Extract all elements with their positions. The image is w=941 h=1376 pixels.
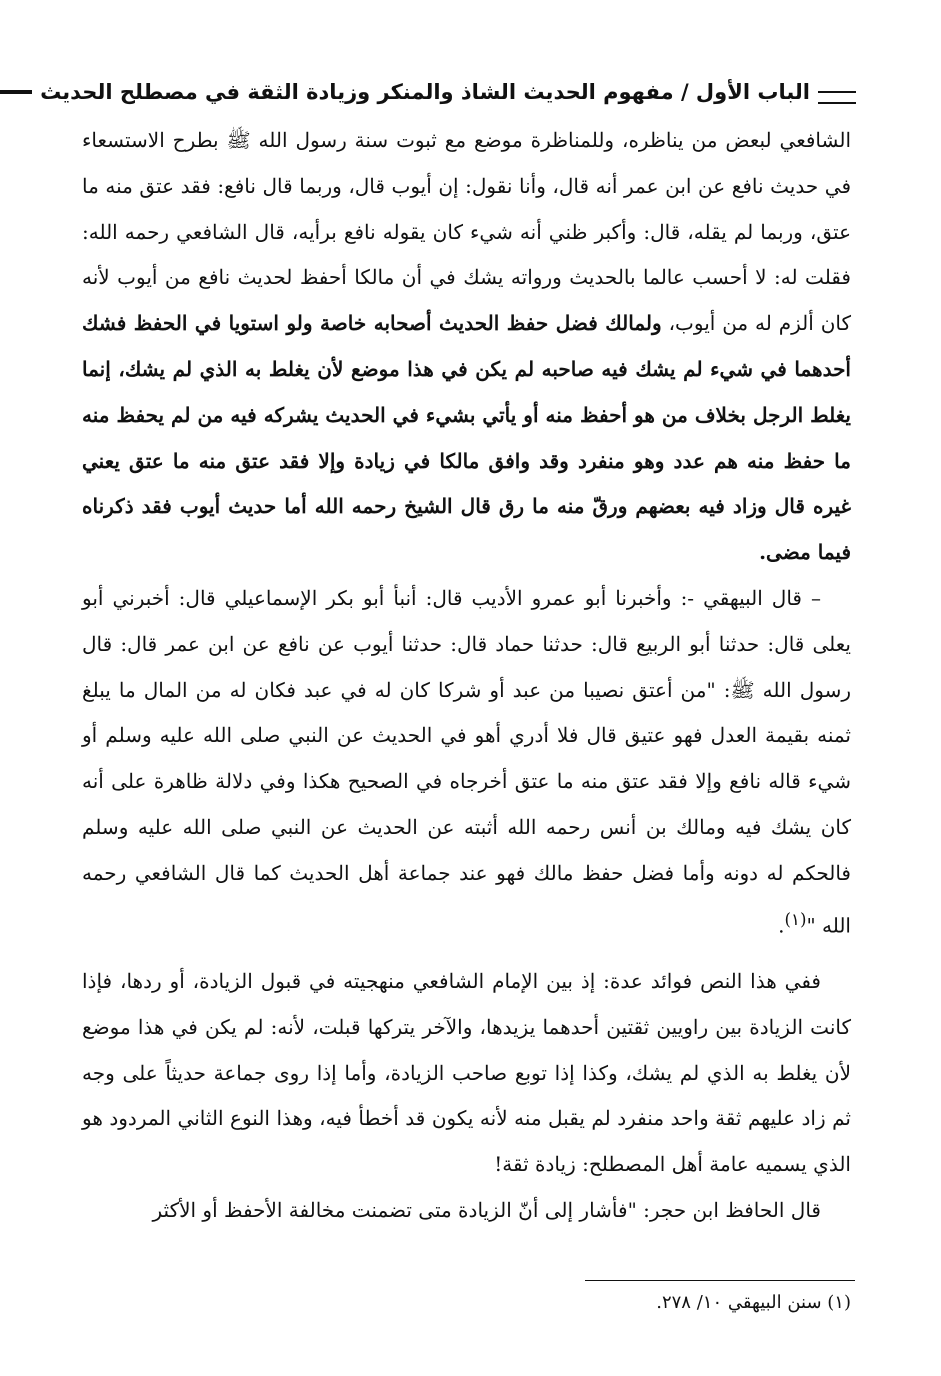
footnote: (١) سنن البيهقي ١٠/ ٢٧٨. [656,1292,851,1313]
header-ornament [0,81,32,103]
paragraph-3: ففي هذا النص فوائد عدة: إذ بين الإمام الشافعي منهجيته في قبول الزيادة، أو ردها، فإذا كانت الزيادة بين راويين ثقتين أحدهما يزيدها، والآخر يتركها قبلت، لأنه: لم يكن في هذا موضع لأن يغلط به الذي لم يشك، وكذا إذا توبع صاحب الزيادة، وأما إذا روى جماعة حديثاً على وجه ثم زاد عليهم ثقة واحد منفرد لم يقبل منه لأنه يكون قد أخطأ فيه، وهذا النوع الثاني المردود هو الذي يسميه عامة أهل المصطلح: زيادة ثقة! [82,969,851,1177]
paragraph-4: قال الحافظ ابن حجر: "فأشار إلى أنّ الزيادة متى تضمنت مخالفة الأحفظ أو الأكثر [152,1197,821,1222]
paragraph-1-bold-text: ولمالك فضل حفظ الحديث أصحابه خاصة ولو استويا في الحفظ فشك أحدهما في شيء لم يشك فيه صاحبه لم يكن في هذا موضع لأن يغلط به الذي لم يشك، إنما يغلط الرجل بخلاف من هو أحفظ منه أو يأتي بشيء في الحديث يشركه فيه من لم يحفظ منه ما حفظ منه هم عدد وهو منفرد وقد وافق مالكا في زيادة وإلا فقد عتق منه ما عتق يعني غيره قال وزاد فيه بعضهم ورقّ منه ما رق قال الشيخ رحمه الله أما حديث أيوب فقد ذكرناه فيما مضى. [82,311,851,565]
footnote-separator [585,1280,855,1281]
paragraph-2-text: – قال البيهقي -: وأخبرنا أبو عمرو الأديب قال: أنبأ أبو بكر الإسماعيلي قال: أخبرني أبو يعلى قال: حدثنا أبو الربيع قال: حدثنا حماد قال: حدثنا أيوب عن نافع عن ابن عمر قال: قال رسول الله ﷺ: "من أعتق نصيبا من عبد أو شركا كان له في عبد فكان له من المال ما يبلغ ثمنه بقيمة العدل فهو عتيق قال فلا أدري أهو في الحديث عن النبي صلى الله عليه وسلم أو شيء قاله نافع وإلا فقد عتق منه ما عتق أخرجاه في الصحيح هكذا وفي دلالة ظاهرة على أنه كان يشك فيه ومالك بن أنس رحمه الله أثبته عن الحديث عن النبي صلى الله عليه وسلم فالحكم له دونه وأما فضل حفظ مالك فهو عند جماعة أهل الحديث كما قال الشافعي رحمه الله " [82,585,852,938]
paragraph-1-text: الشافعي لبعض من يناظره، وللمناظرة موضع مع ثبوت سنة رسول الله ﷺ بطرح الاستسعاء في حديث نافع عن ابن عمر أنه قال، وأنا نقول: إن أيوب قال، وربما قال نافع: فقد عتق منه ما عتق، وربما لم يقله، قال: وأكبر ظني أنه شيء كان يقوله نافع برأيه، قال الشافعي رحمه الله: فقلت له: لا أحسب عالما بالحديث ورواته يشك في أن مالكا أحفظ لحديث نافع من أيوب لأنه كان ألزم له من أيوب، [82,128,852,336]
header-ornament-line [0,90,32,94]
header-double-rule [818,91,856,104]
main-text [82,118,851,1234]
running-header [40,70,856,114]
paragraph-1 [82,118,851,576]
footnote-marker: (١) [784,909,807,929]
paragraph-2: – قال البيهقي -: وأخبرنا أبو عمرو الأديب قال: أنبأ أبو بكر الإسماعيلي قال: أخبرني أبو يعلى قال: حدثنا أبو الربيع قال: حدثنا حماد قال: حدثنا أيوب عن نافع عن ابن عمر قال: قال رسول الله ﷺ: "من أعتق نصيبا من عبد أو شركا كان له في عبد فكان له من المال ما يبلغ ثمنه بقيمة العدل فهو عتيق قال فلا أدري أهو في الحديث عن النبي صلى الله عليه وسلم أو شيء قاله نافع وإلا فقد عتق منه ما عتق أخرجاه في الصحيح هكذا وفي دلالة ظاهرة على أنه كان يشك فيه ومالك بن أنس رحمه الله أثبته عن الحديث عن النبي صلى الله عليه وسلم فالحكم له دونه وأما فضل حفظ مالك فهو عند جماعة أهل الحديث كما قال الشافعي رحمه الله "$^{(١)}$. [82,585,852,938]
header-title: الباب الأول / مفهوم الحديث الشاذ والمنكر وزيادة الثقة في مصطلح الحديث [40,80,810,104]
